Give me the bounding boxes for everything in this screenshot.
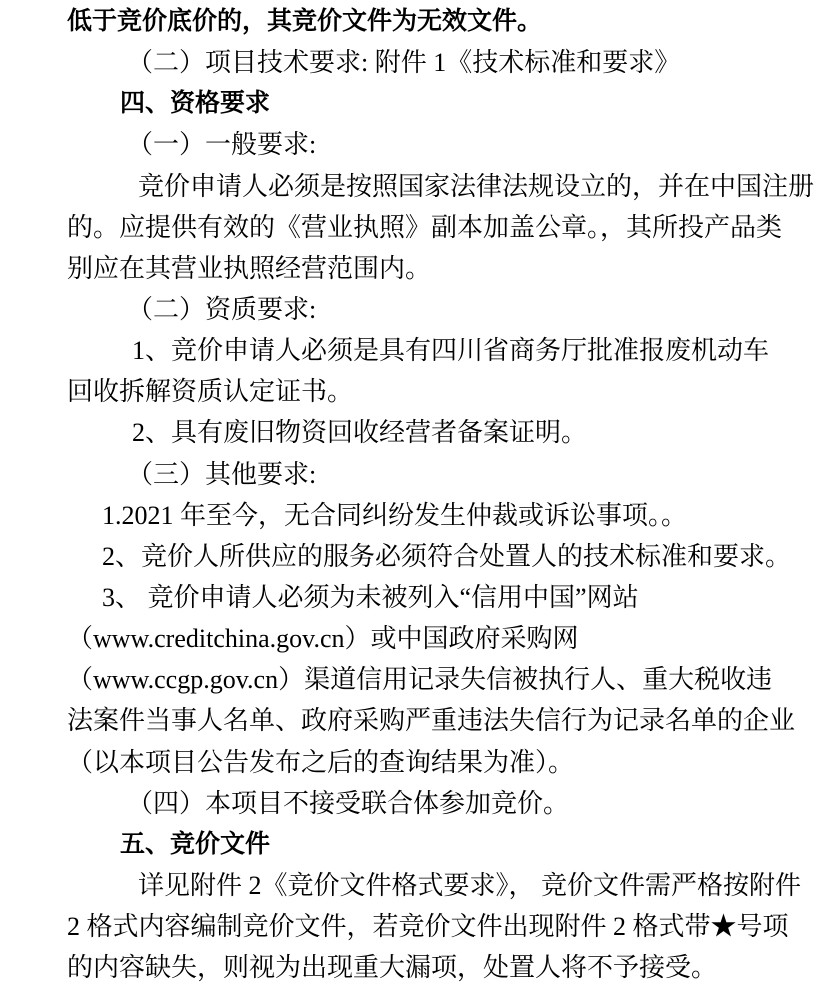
- text-line: 回收拆解资质认定证书。: [67, 377, 354, 407]
- text-line: 2、竞价人所供应的服务必须符合处置人的技术标准和要求。: [102, 541, 792, 571]
- text-line: （四）本项目不接受联合体参加竞价。: [127, 788, 570, 818]
- text-line: 别应在其营业执照经营范围内。: [67, 253, 432, 283]
- text-line: 2 格式内容编制竞价文件，若竞价文件出现附件 2 格式带★号项: [67, 912, 789, 942]
- heading-line: 五、竞价文件: [120, 829, 271, 858]
- text-line: 2、具有废旧物资回收经营者备案证明。: [132, 418, 588, 448]
- text-line: （二）项目技术要求: 附件 1《技术标准和要求》: [127, 48, 681, 78]
- text-line: 的内容缺失，则视为出现重大漏项，处置人将不予接受。: [67, 953, 718, 983]
- text-line: 法案件当事人名单、政府采购严重违法失信行为记录名单的企业: [67, 706, 796, 736]
- text-line: （二）资质要求:: [127, 294, 317, 324]
- text-line: 1、竞价申请人必须是具有四川省商务厅批准报废机动车: [132, 336, 770, 366]
- text-line: 详见附件 2《竞价文件格式要求》， 竞价文件需严格按附件: [138, 870, 802, 900]
- text-line: 3、 竞价申请人必须为未被列入“信用中国”网站: [102, 582, 639, 612]
- text-line: （以本项目公告发布之后的查询结果为准）。: [67, 747, 575, 777]
- heading-line: 四、资格要求: [120, 89, 271, 118]
- text-line: 1.2021 年至今，无合同纠纷发生仲裁或诉讼事项。。: [102, 500, 688, 530]
- text-line: （www.creditchina.gov.cn）或中国政府采购网: [67, 624, 579, 654]
- document-lines: [67, 1, 815, 988]
- text-line: （www.ccgp.gov.cn）渠道信用记录失信被执行人、重大税收违: [67, 665, 773, 695]
- text-line: （一）一般要求:: [127, 130, 317, 160]
- text-line: （三）其他要求:: [127, 459, 317, 489]
- text-line: 竞价申请人必须是按照国家法律法规设立的，并在中国注册: [138, 171, 815, 201]
- text-line: 的。应提供有效的《营业执照》副本加盖公章。，其所投产品类: [67, 212, 783, 242]
- heading-line: 低于竞价底价的，其竞价文件为无效文件。: [67, 7, 543, 35]
